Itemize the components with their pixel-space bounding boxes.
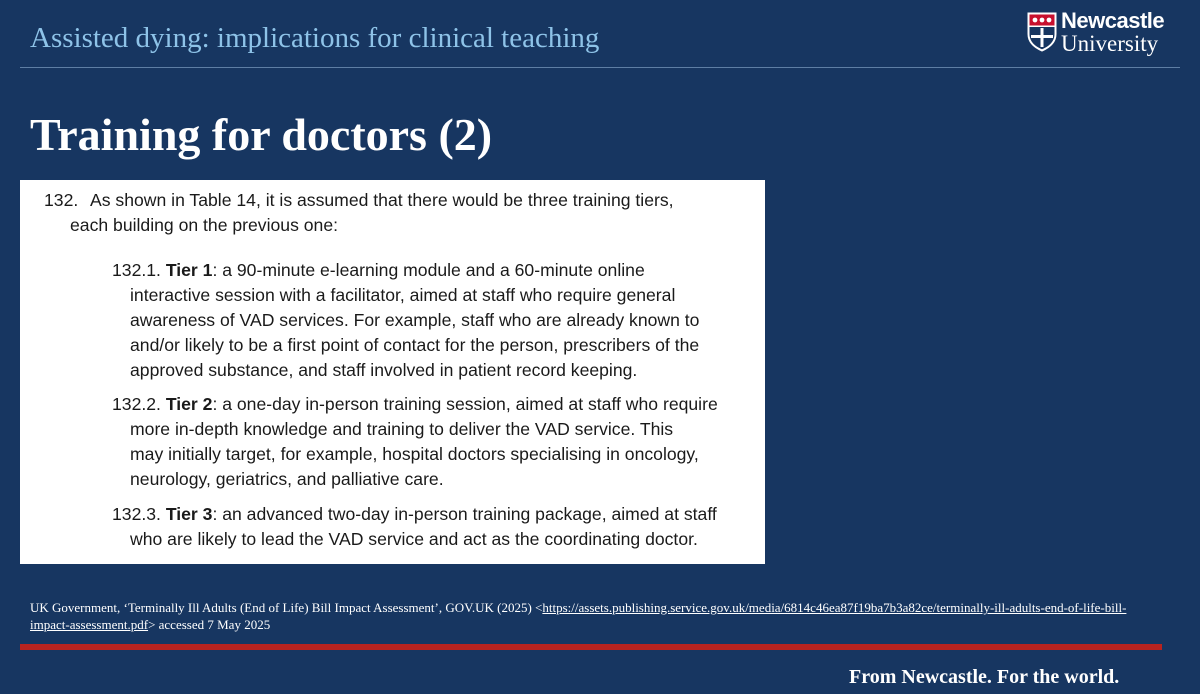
tier-number: 132.1.	[112, 260, 161, 280]
logo-wordmark-line2: University	[1061, 31, 1159, 56]
paragraph-number: 132.	[44, 190, 79, 210]
header-divider	[20, 67, 1180, 68]
paragraph-132	[44, 188, 759, 238]
document-excerpt	[20, 180, 765, 564]
shield-icon	[1027, 12, 1057, 52]
tier-label: Tier 3	[165, 504, 213, 524]
tier-label: Tier 2	[165, 394, 213, 414]
tier-text-line: awareness of VAD services. For example, staff who are already known to	[130, 310, 700, 330]
tier-text-line: : an advanced two-day in-person training package, aimed at staff	[212, 504, 717, 524]
tier-number: 132.2.	[112, 394, 161, 414]
tier-text-line: : a 90-minute e-learning module and a 60-minute online	[212, 260, 645, 280]
tier-2-item	[112, 392, 762, 492]
source-citation	[30, 599, 1160, 633]
tier-text-line: may initially target, for example, hospital doctors specialising in oncology,	[130, 444, 699, 464]
tier-text-line: approved substance, and staff involved in patient record keeping.	[130, 360, 638, 380]
tier-text-line: and/or likely to be a first point of contact for the person, prescribers of the	[130, 335, 700, 355]
tier-text-line: : a one-day in-person training session, aimed at staff who require	[212, 394, 718, 414]
tier-1-item	[112, 258, 762, 383]
tier-text-line: who are likely to lead the VAD service and act as the coordinating doctor.	[130, 529, 698, 549]
footer-tagline: From Newcastle. For the world.	[849, 666, 1120, 688]
citation-prefix: UK Government, ‘Terminally Ill Adults (End of Life) Bill Impact Assessment’, GOV.UK (2025) <	[30, 600, 543, 615]
header-title: Assisted dying: implications for clinical teaching	[30, 22, 600, 54]
footer-divider	[20, 644, 1162, 650]
logo-wordmark-line1: Newcastle	[1061, 8, 1165, 33]
citation-suffix: > accessed 7 May 2025	[148, 617, 271, 632]
paragraph-text-line: each building on the previous one:	[70, 215, 339, 235]
newcastle-university-logo	[1027, 10, 1182, 56]
tier-3-item	[112, 502, 762, 552]
tier-text-line: interactive session with a facilitator, aimed at staff who require general	[130, 285, 676, 305]
tier-number: 132.3.	[112, 504, 161, 524]
citation-link[interactable]: https://assets.publishing.service.gov.uk/media/6814c46ea87f19ba7b3a82ce/terminally-ill-adults-end-of-life-bill-impact-assessment.pdf	[30, 600, 1127, 632]
tier-label: Tier 1	[165, 260, 213, 280]
tier-text-line: more in-depth knowledge and training to deliver the VAD service. This	[130, 419, 674, 439]
slide-title: Training for doctors (2)	[30, 109, 493, 160]
tier-text-line: neurology, geriatrics, and palliative care.	[130, 469, 444, 489]
paragraph-text-line: As shown in Table 14, it is assumed that there would be three training tiers,	[90, 190, 674, 210]
